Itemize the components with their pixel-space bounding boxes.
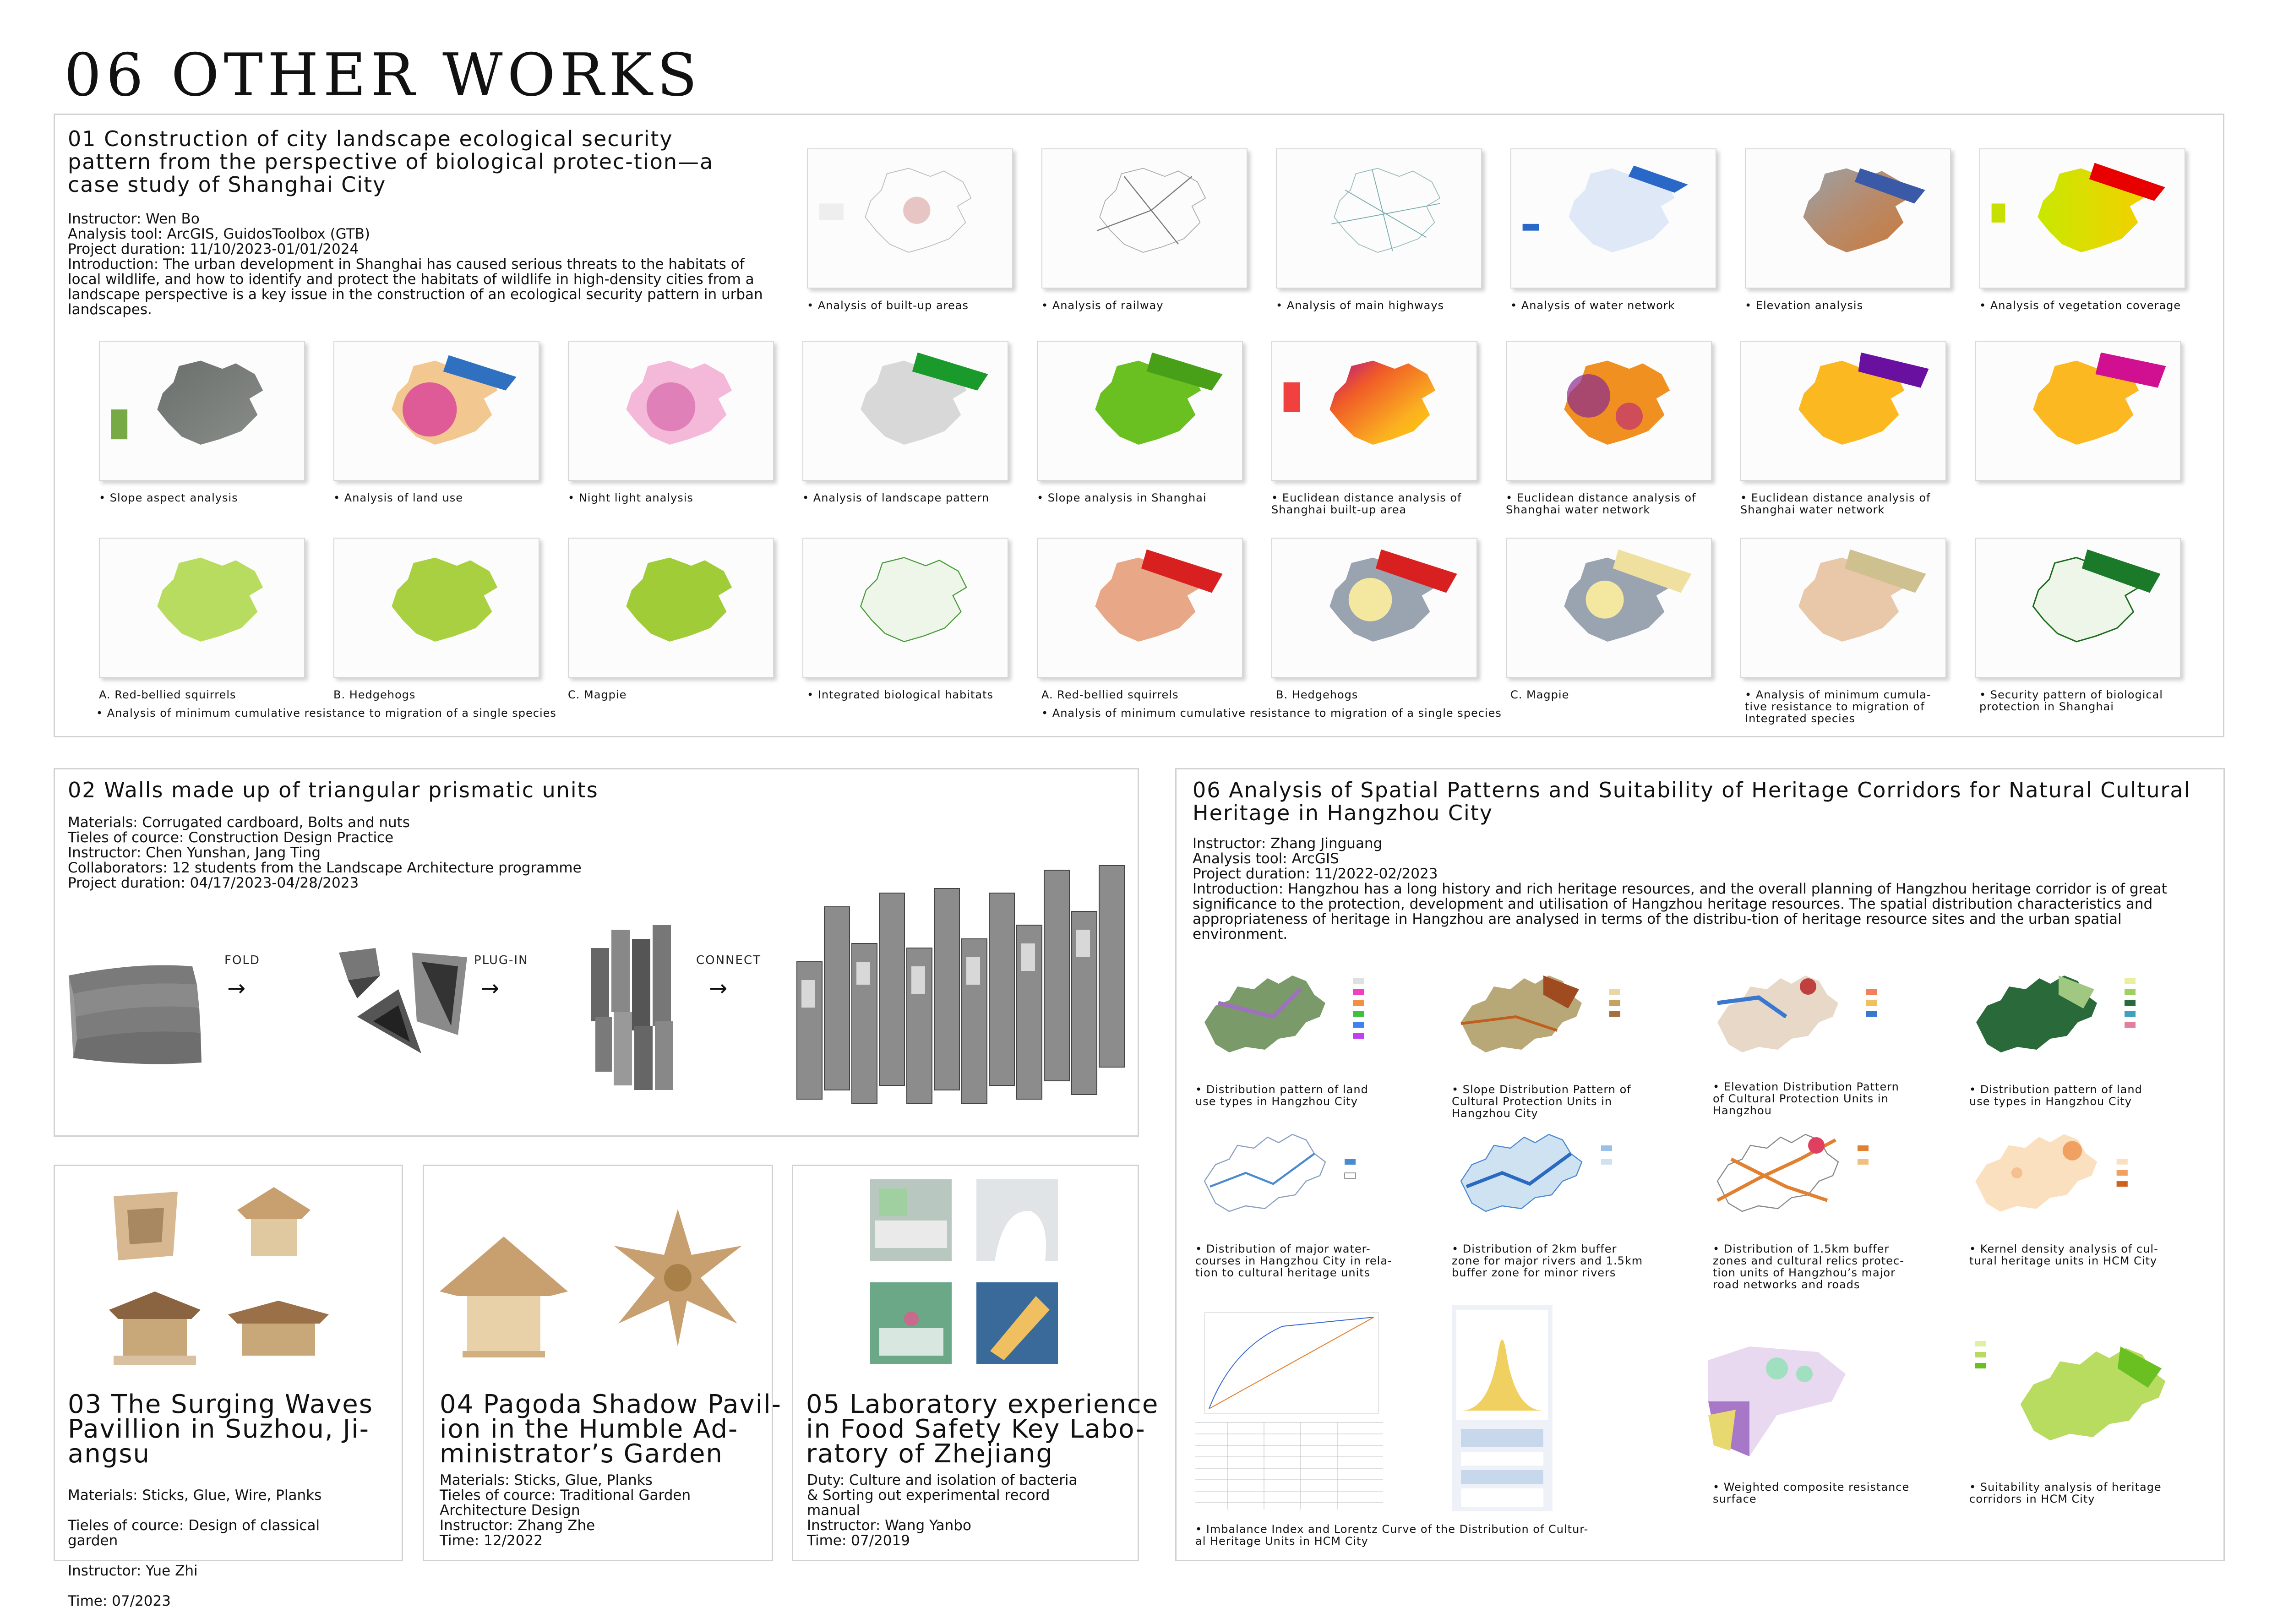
map-main-highways [1276,148,1482,289]
map-vegetation [1979,148,2185,289]
project-03-meta [68,1473,321,1624]
hz-map-watercourses [1191,1117,1424,1237]
project-04-course: Tieles of cource: Traditional Garden Architecture Design [440,1487,691,1519]
hz-map-land-use-2 [1960,962,2198,1072]
hz-map-kernel-density [1960,1117,2198,1237]
project-02-materials: Materials: Corrugated cardboard, Bolts and nuts [68,814,410,831]
caption-hedgehogs-2: B. Hedgehogs [1276,688,1358,701]
hz-lorenz-curve-chart [1191,1308,1388,1519]
project-01-intro: Introduction: The urban development in Shanghai has caused serious threats to the habitats of local wildlife, and how to identify and protect the habitats of wildlife in high-density cities from a landscape perspective is a key issue in the construction of an ecological security pattern in urban landscapes. [68,256,763,318]
project-04-materials: Materials: Sticks, Glue, Planks [440,1472,653,1488]
hz-caption-kernel-density: • Kernel density analysis of cul- tural heritage units in HCM City [1969,1243,2158,1267]
map-squirrels [99,538,305,678]
hz-caption-road-buffers: • Distribution of 1.5km buffer zones and cultural relics protec- tion units of Hangzhou’s major road networks and roads [1713,1243,1904,1291]
project-03-time: Time: 07/2023 [68,1593,171,1609]
connected-units-image [586,911,692,1095]
hz-map-elevation [1704,962,1937,1072]
caption-euclid-water-1: • Euclidean distance analysis of Shanghai water network [1506,491,1696,516]
project-01-tool: Analysis tool: ArcGIS, GuidosToolbox (GTB) [68,226,370,242]
caption-group-single-species-right: • Analysis of minimum cumulative resistance to migration of a single species [1041,707,1502,719]
caption-euclid-water-2: • Euclidean distance analysis of Shanghai water network [1740,491,1931,516]
project-01-title: 01 Construction of city landscape ecological security pattern from the perspective of biological protec-tion—a case study of Shanghai City [68,126,714,197]
project-02-course: Tieles of cource: Construction Design Practice [68,829,394,846]
lab-photo-2-image [976,1179,1058,1261]
map-euclid-water-1 [1506,341,1712,481]
arrow-fold-icon: → [227,975,246,1001]
project-05-duty: Duty: Culture and isolation of bacteria & Sorting out experimental record manual [807,1472,1078,1519]
map-slope-aspect [99,341,305,481]
map-magpie-resistance [1506,538,1712,678]
hz-caption-corridor-suitability: • Suitability analysis of heritage corridors in HCM City [1969,1481,2162,1505]
project-06-instructor: Instructor: Zhang Jinguang [1193,835,1383,852]
map-built-up-areas [807,148,1013,289]
hz-map-road-buffers [1704,1117,1937,1237]
caption-squirrels-2: A. Red-bellied squirrels [1041,688,1179,701]
map-hedgehogs-resistance [1271,538,1477,678]
project-02-meta [68,815,582,891]
caption-integrated-resistance: • Analysis of minimum cumula- tive resistance to migration of Integrated species [1745,688,1931,725]
pavilion-model-top-left-image [104,1178,187,1270]
caption-highways: • Analysis of main highways [1276,299,1444,312]
lab-photo-3-image [870,1282,952,1364]
project-01-instructor: Instructor: Wen Bo [68,211,200,227]
project-04-instructor: Instructor: Zhang Zhe [440,1517,595,1534]
project-02-title: 02 Walls made up of triangular prismatic units [68,778,599,802]
pavilion-model-top-right-image [233,1178,315,1270]
caption-integrated-habitats: • Integrated biological habitats [807,688,993,701]
map-euclid-water-3 [1975,341,2181,481]
pavilion-model-bottom-left-image [104,1282,205,1374]
project-02-collaborators: Collaborators: 12 students from the Landscape Architecture programme [68,860,582,876]
caption-squirrels: A. Red-bellied squirrels [99,688,236,701]
corrugated-cardboard-image [64,943,220,1067]
project-03-instructor: Instructor: Yue Zhi [68,1563,198,1579]
pagoda-pavilion-top-image [605,1204,751,1351]
map-railway [1041,148,1248,289]
project-05-meta [807,1473,1078,1548]
project-04-time: Time: 12/2022 [440,1532,543,1549]
hz-map-weighted-resistance [1667,1319,1887,1470]
hz-map-corridor-suitability [1969,1319,2189,1470]
project-02-duration: Project duration: 04/17/2023-04/28/2023 [68,875,359,891]
caption-railway: • Analysis of railway [1041,299,1164,312]
project-01-duration: Project duration: 11/10/2023-01/01/2024 [68,241,359,257]
project-04-meta [440,1473,691,1548]
hz-map-slope [1447,962,1681,1072]
project-03-materials: Materials: Sticks, Glue, Wire, Planks [68,1487,322,1504]
project-04-title: 04 Pagoda Shadow Pavil- ion in the Humble Ad- ministrator’s Garden [440,1390,782,1469]
hz-caption-elevation: • Elevation Distribution Pattern of Cultural Protection Units in Hangzhou [1713,1080,1899,1117]
caption-hedgehogs: B. Hedgehogs [333,688,416,701]
hz-normal-distribution-panel [1452,1305,1553,1511]
pagoda-pavilion-side-image [435,1227,572,1365]
project-06-intro: Introduction: Hangzhou has a long history and rich heritage resources, and the overall planning of Hangzhou heritage corridor is of great significance to the protection, development and utilisation of Hangzhou heritage resources. The spatial distribution characteristics and appropriateness of heritage in Hangzhou are analysed in terms of the distribu-tion of heritage resource sites and the urban spatial environment. [1193,881,2167,943]
hz-caption-land-use-2: • Distribution pattern of land use types in Hangzhou City [1969,1083,2142,1108]
map-night-light [568,341,774,481]
map-water-network [1510,148,1716,289]
map-euclid-built-up [1271,341,1477,481]
hz-caption-land-use-1: • Distribution pattern of land use types in Hangzhou City [1195,1083,1368,1108]
caption-built-up: • Analysis of built-up areas [807,299,969,312]
project-03-title: 03 The Surging Waves Pavillion in Suzhou, Ji- angsu [68,1390,373,1469]
caption-magpie: C. Magpie [568,688,627,701]
map-elevation [1745,148,1951,289]
project-02-instructor: Instructor: Chen Yunshan, Jang Ting [68,845,321,861]
hz-map-river-buffers [1447,1117,1681,1237]
step-label-fold: FOLD [224,954,260,967]
caption-landscape-pattern: • Analysis of landscape pattern [802,491,990,504]
caption-night-light: • Night light analysis [568,491,693,504]
lab-photo-1-image [870,1179,952,1261]
project-06-duration: Project duration: 11/2022-02/2023 [1193,866,1438,882]
caption-elevation: • Elevation analysis [1745,299,1863,312]
project-06-tool: Analysis tool: ArcGIS [1193,850,1339,867]
pavilion-model-bottom-right-image [223,1287,333,1374]
project-05-title: 05 Laboratory experience in Food Safety Key Labo- ratory of Zhejiang [806,1390,1159,1469]
hz-map-land-use-1 [1191,962,1424,1072]
project-01-meta [68,212,768,317]
map-magpie [568,538,774,678]
arrow-plug-in-icon: → [481,975,500,1001]
caption-security-pattern: • Security pattern of biological protection in Shanghai [1979,688,2163,713]
map-land-use [333,341,539,481]
map-squirrels-resistance [1037,538,1243,678]
hz-caption-watercourses: • Distribution of major water- courses in Hangzhou City in rela- tion to cultural heritage units [1195,1243,1392,1279]
step-label-connect: CONNECT [696,954,761,967]
caption-euclid-built-up: • Euclidean distance analysis of Shanghai built-up area [1271,491,1462,516]
page-title: 06 OTHER WORKS [64,41,702,109]
step-label-plug-in: PLUG-IN [474,954,528,967]
map-slope-shanghai [1037,341,1243,481]
project-06-meta [1193,836,2209,942]
project-05-instructor: Instructor: Wang Yanbo [807,1517,971,1534]
caption-water: • Analysis of water network [1510,299,1675,312]
map-hedgehogs [333,538,539,678]
prism-wall-image [783,843,1131,1117]
hz-caption-lorenz: • Imbalance Index and Lorentz Curve of the Distribution of Cultur- al Heritage Units in HCM City [1195,1523,1589,1548]
hz-caption-river-buffers: • Distribution of 2km buffer zone for major rivers and 1.5km buffer zone for minor rivers [1452,1243,1643,1279]
lab-photo-4-image [976,1282,1058,1364]
project-03-course: Tieles of cource: Design of classical garden [68,1517,320,1549]
caption-group-single-species-left: • Analysis of minimum cumulative resistance to migration of a single species [96,707,556,719]
caption-magpie-2: C. Magpie [1510,688,1569,701]
caption-vegetation: • Analysis of vegetation coverage [1979,299,2181,312]
arrow-connect-icon: → [709,975,728,1001]
hz-caption-weighted-resistance: • Weighted composite resistance surface [1713,1481,1910,1505]
triangular-prism-units-image [330,943,476,1072]
caption-slope-aspect: • Slope aspect analysis [99,491,238,504]
map-integrated-habitats [802,538,1008,678]
map-integrated-resistance [1740,538,1946,678]
project-05-time: Time: 07/2019 [807,1532,910,1549]
map-landscape-pattern [802,341,1008,481]
caption-slope-shanghai: • Slope analysis in Shanghai [1037,491,1207,504]
caption-land-use: • Analysis of land use [333,491,463,504]
hz-caption-slope: • Slope Distribution Pattern of Cultural Protection Units in Hangzhou City [1452,1083,1631,1120]
project-06-title: 06 Analysis of Spatial Patterns and Suitability of Heritage Corridors for Natural Cultural Heritage in Hangzhou City [1193,778,2191,825]
map-security-pattern [1975,538,2181,678]
map-euclid-water-2 [1740,341,1946,481]
